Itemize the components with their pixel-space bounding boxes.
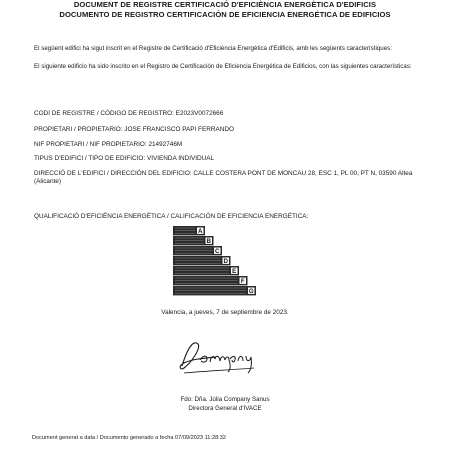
- energy-class-letter-d: D: [223, 258, 228, 266]
- energy-qualification-label: QUALIFICACIÓ D'EFICIÈNCIA ENERGÈTICA / CALIFICACIÓN DE EFICIENCIA ENERGÉTICA:: [34, 213, 309, 220]
- registry-code-field: CODI DE REGISTRE / CÓDIGO DE REGISTRO: E2023V0072666: [34, 110, 224, 117]
- energy-class-letter-c: C: [215, 248, 220, 256]
- issue-date: Valencia, a jueves, 7 de septiembre de 2023.: [161, 309, 289, 316]
- intro-paragraph-catalan: El següent edifici ha sigut inscrit en el Registre de Certificació d'Eficiència Energètica d'Edificis, amb les següents característiques:: [34, 45, 392, 52]
- energy-class-letter-a: A: [198, 228, 203, 236]
- energy-class-letter-b: B: [206, 238, 211, 246]
- energy-class-letter-g: G: [248, 288, 254, 296]
- intro-paragraph-spanish: El siguiente edificio ha sido inscrito en el Registro de Certificación de Eficiencia Energética de Edificios, con las siguientes características:: [34, 63, 412, 70]
- generation-timestamp: Document generat a data / Documento generado a fecha 07/09/2023 11:28:32: [32, 435, 226, 441]
- document-title-catalan: DOCUMENT DE REGISTRE CERTIFICACIÓ D'EFICIÈNCIA ENERGÈTICA D'EDIFICIS: [73, 0, 377, 9]
- building-address-field: DIRECCIÓ DE L'EDIFICI / DIRECCIÓN DEL EDIFICIO: CALLE COSTERA PONT DE MONCAU 28, ESC 1, PL 00, PT N, 03590 Altea (Alicante): [34, 170, 413, 186]
- owner-nif-field: NIF PROPIETARI / NIF PROPIETARIO: 21492746M: [34, 141, 183, 148]
- energy-class-letter-f: F: [240, 278, 245, 286]
- signer-name: Fdo: Dña. Júlia Company Sanus: [180, 396, 270, 403]
- signer-role: Directora General d'IVACE: [188, 405, 262, 412]
- energy-class-letter-e: E: [232, 268, 237, 276]
- owner-field: PROPIETARI / PROPIETARIO: JOSE FRANCISCO PAPI FERRANDO: [34, 126, 234, 133]
- document-title-spanish: DOCUMENTO DE REGISTRO CERTIFICACIÓN DE EFICIENCIA ENERGÉTICA DE EDIFICIOS: [59, 10, 391, 19]
- handwritten-signature: [170, 336, 260, 376]
- building-type-field: TIPUS D'EDIFICI / TIPO DE EDIFICIO: VIVIENDA INDIVIDUAL: [34, 155, 215, 162]
